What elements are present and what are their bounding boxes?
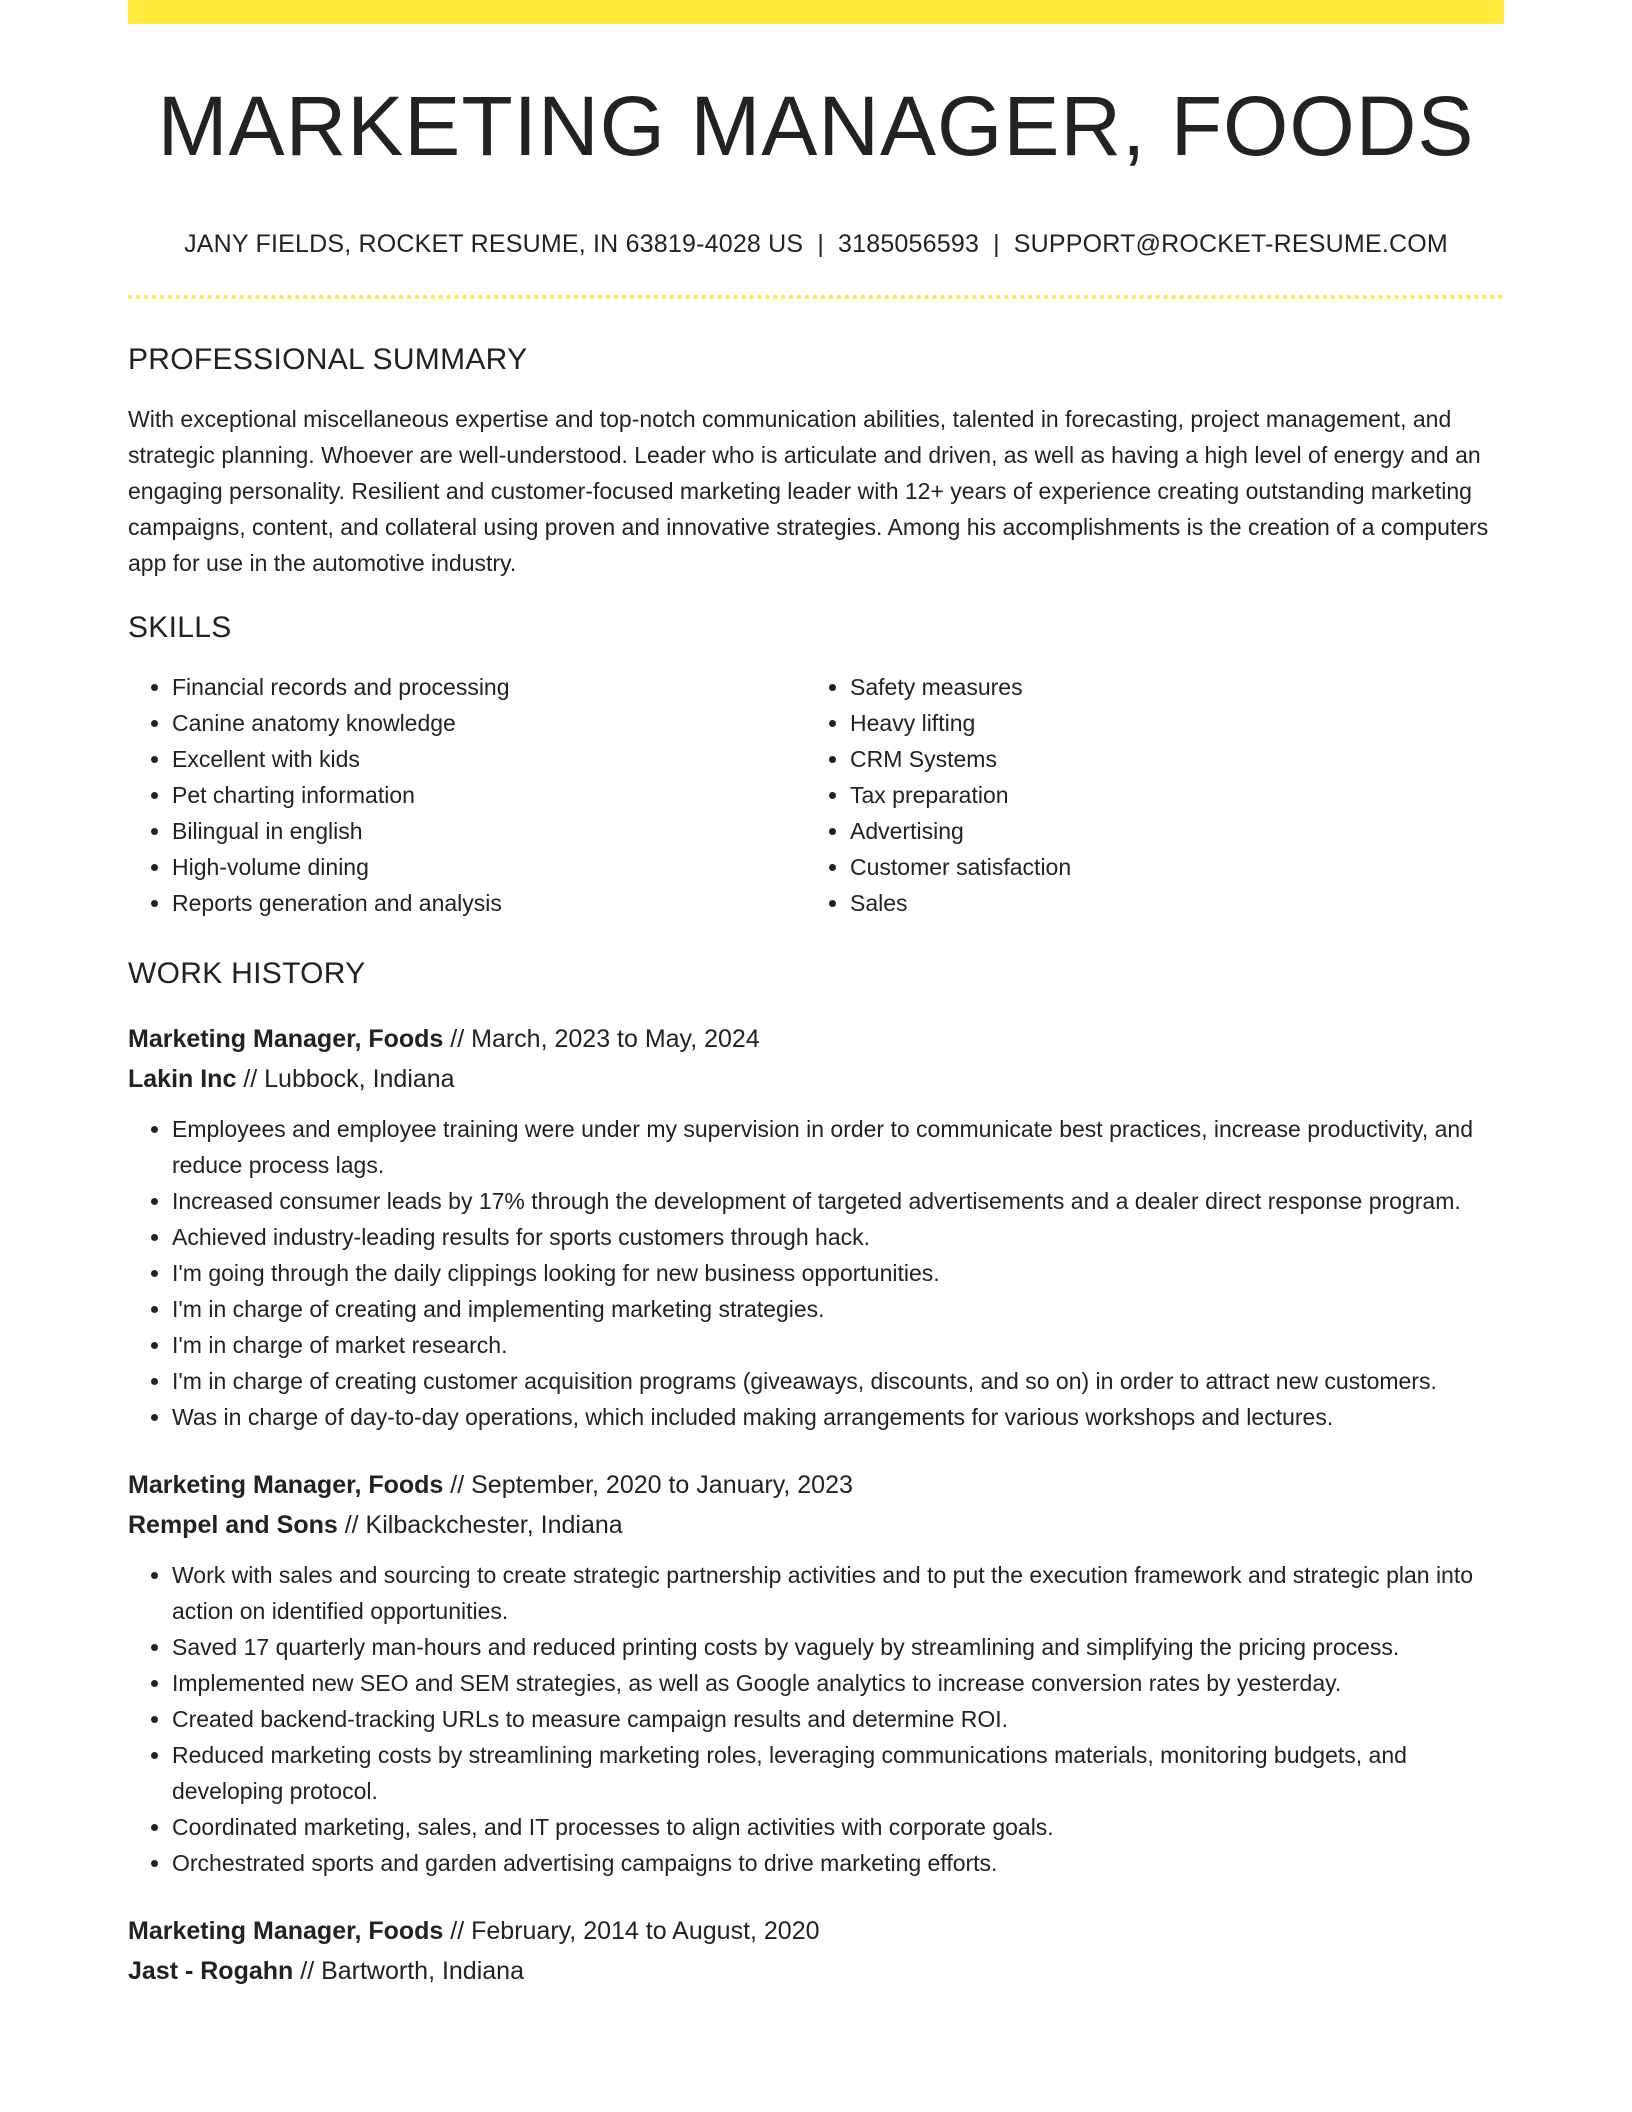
contact-separator: | (817, 230, 825, 258)
contact-phone: 3185056593 (838, 230, 980, 258)
job-bullets (128, 1111, 1504, 1435)
skill-item: • Safety measures (850, 669, 1484, 705)
job-location: // Bartworth, Indiana (293, 1957, 524, 1985)
job-role: Marketing Manager, Foods (128, 1025, 444, 1053)
skill-item: • Tax preparation (850, 777, 1484, 813)
job-bullet: • Orchestrated sports and garden advertising campaigns to drive marketing efforts. (172, 1845, 1504, 1881)
job-company: Rempel and Sons (128, 1511, 338, 1539)
contact-line (128, 230, 1504, 259)
skill-item: • Customer satisfaction (850, 849, 1484, 885)
skill-item: • Heavy lifting (850, 705, 1484, 741)
summary-heading: PROFESSIONAL SUMMARY (128, 343, 528, 376)
work-history-heading: WORK HISTORY (128, 957, 366, 990)
job-location: // Lubbock, Indiana (236, 1065, 455, 1093)
job-bullet: • Saved 17 quarterly man-hours and reduced printing costs by vaguely by streamlining and simplifying the pricing process. (172, 1629, 1504, 1665)
skills-grid (128, 669, 1504, 921)
job-company-line (128, 1505, 1504, 1545)
job-entry (128, 1465, 1504, 1881)
resume-page (128, 0, 1504, 1991)
contact-address: JANY FIELDS, ROCKET RESUME, IN 63819-4028 US (184, 230, 804, 258)
job-bullet: • I'm in charge of market research. (172, 1327, 1504, 1363)
contact-email: SUPPORT@ROCKET-RESUME.COM (1013, 230, 1448, 258)
skill-item: • Canine anatomy knowledge (172, 705, 806, 741)
skills-heading: SKILLS (128, 611, 232, 644)
job-company: Jast - Rogahn (128, 1957, 294, 1985)
job-role-line (128, 1465, 1504, 1505)
header-divider (128, 295, 1504, 299)
job-dates: // February, 2014 to August, 2020 (443, 1917, 820, 1945)
job-entry (128, 1911, 1504, 1991)
contact-separator: | (993, 230, 1000, 258)
job-bullets (128, 1557, 1504, 1881)
job-bullet: • Work with sales and sourcing to create strategic partnership activities and to put the execution framework and strategic plan into action on identified opportunities. (172, 1557, 1504, 1629)
skill-item: • Pet charting information (172, 777, 806, 813)
job-bullet: • Implemented new SEO and SEM strategies, as well as Google analytics to increase conversion rates by yesterday. (172, 1665, 1504, 1701)
skill-item: • Excellent with kids (172, 741, 806, 777)
skill-item: • Sales (850, 885, 1484, 921)
job-bullet: • Coordinated marketing, sales, and IT processes to align activities with corporate goals. (172, 1809, 1504, 1845)
job-role-line (128, 1019, 1504, 1059)
job-bullet: • I'm going through the daily clippings looking for new business opportunities. (172, 1255, 1504, 1291)
resume-title: MARKETING MANAGER, FOODS (157, 79, 1475, 173)
job-bullet: • Reduced marketing costs by streamlining marketing roles, leveraging communications materials, monitoring budgets, and developing protocol. (172, 1737, 1504, 1809)
job-bullet: • Employees and employee training were under my supervision in order to communicate best practices, increase productivity, and reduce process lags. (172, 1111, 1504, 1183)
accent-bar (128, 0, 1504, 24)
job-role: Marketing Manager, Foods (128, 1471, 444, 1499)
job-location: // Kilbackchester, Indiana (337, 1511, 623, 1539)
job-company-line (128, 1059, 1504, 1099)
skill-item: • High-volume dining (172, 849, 806, 885)
job-dates: // March, 2023 to May, 2024 (443, 1025, 760, 1053)
job-bullet: • Increased consumer leads by 17% through the development of targeted advertisements and a dealer direct response program. (172, 1183, 1504, 1219)
skill-item: • Financial records and processing (172, 669, 806, 705)
job-bullet: • I'm in charge of creating and implementing marketing strategies. (172, 1291, 1504, 1327)
job-company: Lakin Inc (128, 1065, 237, 1093)
skill-item: • Reports generation and analysis (172, 885, 806, 921)
skill-item: • Advertising (850, 813, 1484, 849)
job-dates: // September, 2020 to January, 2023 (443, 1471, 853, 1499)
job-role-line (128, 1911, 1504, 1951)
summary-text: With exceptional miscellaneous expertise and top-notch communication abilities, talented in forecasting, project management, and strategic planning. Whoever are well-understood. Leader who is articulate and driven, as well as having a high level of energy and an engaging personality. Resilient and customer-focused marketing leader with 12+ years of experience creating outstanding marketing campaigns, content, and collateral using proven and innovative strategies. Among his accomplishments is the creation of a computers app for use in the automotive industry. (128, 406, 1489, 576)
skill-item: • CRM Systems (850, 741, 1484, 777)
job-bullet: • I'm in charge of creating customer acquisition programs (giveaways, discounts, and so on) in order to attract new customers. (172, 1363, 1504, 1399)
job-bullet: • Was in charge of day-to-day operations, which included making arrangements for various workshops and lectures. (172, 1399, 1504, 1435)
job-bullet: • Achieved industry-leading results for sports customers through hack. (172, 1219, 1504, 1255)
skill-item: • Bilingual in english (172, 813, 806, 849)
skills-list-left (128, 669, 806, 921)
job-company-line (128, 1951, 1504, 1991)
job-entry (128, 1019, 1504, 1435)
job-bullet: • Created backend-tracking URLs to measure campaign results and determine ROI. (172, 1701, 1504, 1737)
skills-list-right (806, 669, 1484, 921)
job-role: Marketing Manager, Foods (128, 1917, 444, 1945)
